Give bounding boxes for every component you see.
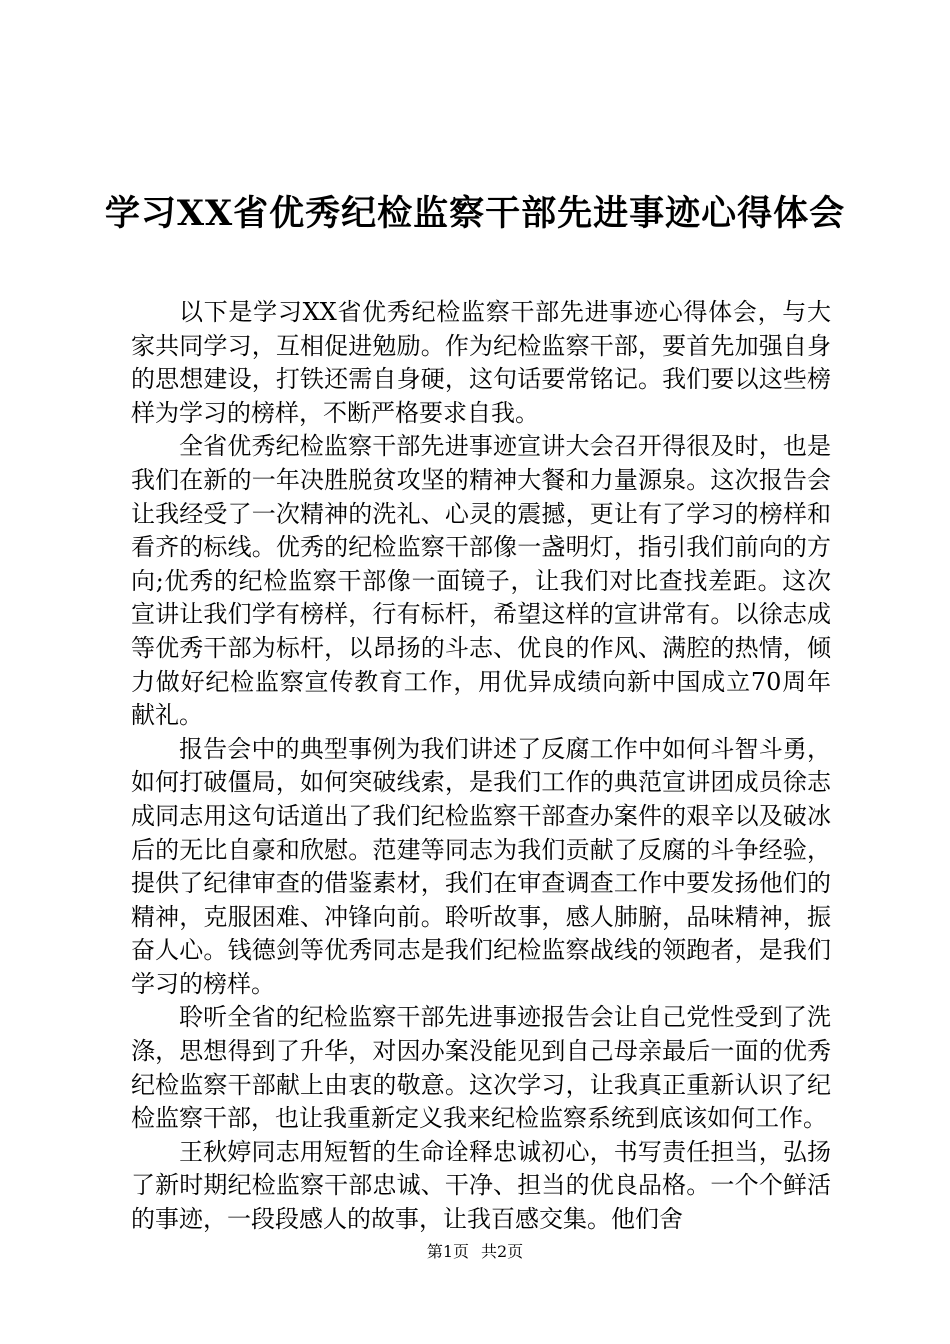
paragraph: 全省优秀纪检监察干部先进事迹宣讲大会召开得很及时，也是我们在新的一年决胜脱贫攻坚的精神大餐和力量源泉。这次报告会让我经受了一次精神的洗礼、心灵的震撼，更让有了学习的榜样和看齐的标线。优秀的纪检监察干部像一盏明灯，指引我们前向的方向;优秀的纪检监察干部像一面镜子，让我们对比查找差距。这次宣讲让我们学有榜样，行有标杆，希望这样的宣讲常有。以徐志成等优秀干部为标杆，以昂扬的斗志、优良的作风、满腔的热情，倾力做好纪检监察宣传教育工作，用优异成绩向新中国成立70周年献礼。 bbox=[131, 432, 831, 730]
page-footer bbox=[0, 1242, 950, 1262]
paragraph: 以下是学习XX省优秀纪检监察干部先进事迹心得体会，与大家共同学习，互相促进勉励。作为纪检监察干部，要首先加强自身的思想建设，打铁还需自身硬，这句话要常铭记。我们要以这些榜样为学习的榜样，不断严格要求自我。 bbox=[131, 298, 831, 427]
page-number: 第1页 bbox=[426, 1242, 469, 1261]
paragraph: 报告会中的典型事例为我们讲述了反腐工作中如何斗智斗勇，如何打破僵局，如何突破线索，是我们工作的典范宣讲团成员徐志成同志用这句话道出了我们纪检监察干部查办案件的艰辛以及破冰后的无比自豪和欣慰。范建等同志为我们贡献了反腐的斗争经验，提供了纪律审查的借鉴素材，我们在审查调查工作中要发扬他们的精神，克服困难、冲锋向前。聆听故事，感人肺腑，品味精神，振奋人心。钱德剑等优秀同志是我们纪检监察战线的领跑者，是我们学习的榜样。 bbox=[131, 734, 831, 998]
document-title: 学习XX省优秀纪检监察干部先进事迹心得体会 bbox=[104, 193, 846, 234]
page-total: 共2页 bbox=[481, 1242, 524, 1261]
paragraph: 聆听全省的纪检监察干部先进事迹报告会让自己党性受到了洗涤，思想得到了升华，对因办案没能见到自己母亲最后一面的优秀纪检监察干部献上由衷的敬意。这次学习，让我真正重新认识了纪检监察干部，也让我重新定义我来纪检监察系统到底该如何工作。 bbox=[131, 1003, 831, 1133]
paragraph: 王秋婷同志用短暂的生命诠释忠诚初心，书写责任担当，弘扬了新时期纪检监察干部忠诚、干净、担当的优良品格。一个个鲜活的事迹，一段段感人的故事，让我百感交集。他们舍 bbox=[131, 1137, 831, 1234]
document-body bbox=[131, 296, 831, 1237]
